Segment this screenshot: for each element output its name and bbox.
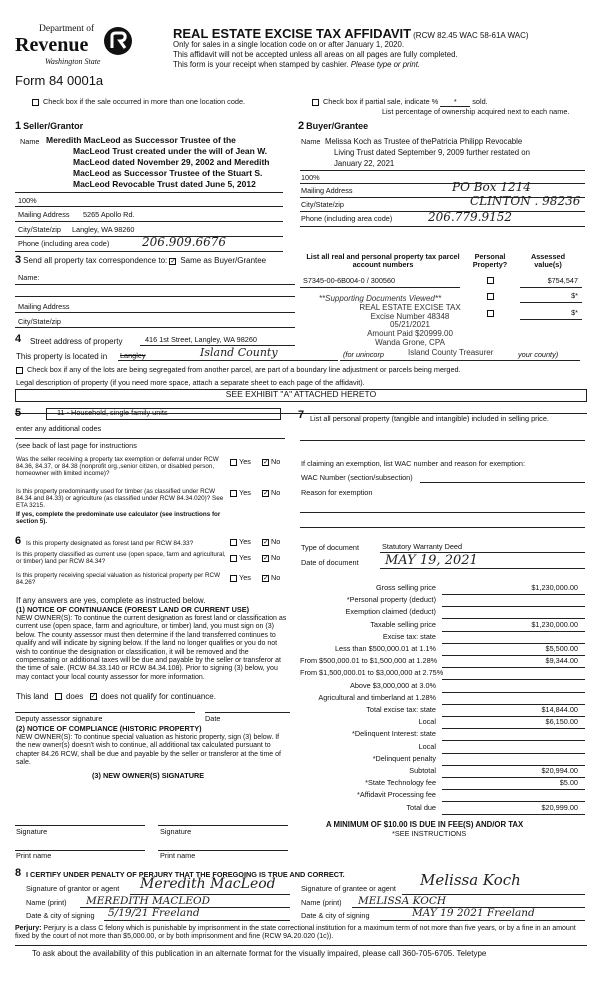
grantee-signature[interactable]: Melissa Koch — [420, 871, 521, 889]
section6-q2: Is this property classified as current use (open space, farm and agricultural, or timber) land per RCW 84.34? — [16, 551, 226, 566]
new-owner-signature-heading: (3) NEW OWNER(S) SIGNATURE — [92, 771, 205, 780]
tax-row-label: *Personal property (deduct) — [346, 595, 436, 605]
seller-name-label: Name — [20, 137, 40, 146]
buyer-name-label: Name — [301, 137, 321, 146]
notice-continuance-text: NEW OWNER(S): To continue the current designation as forest land or classification as current use (open space, farm and agriculture, or timber) land, you must sign on (3) below. The county assessor must then determine if the land transferred continues to qualify and will indicate by signing below. If the land no longer qualifies or you do not wish to continue the designation or classification, it will be removed and the compensating or additional taxes will be due and payable by the seller or transferor at the time of sale. (RCW 84.33.140 or RCW 84.34.108). Prior to signing (3) below, you may contact your local county assessor for more information. — [16, 615, 287, 681]
grantee-date-city[interactable]: MAY 19 2021 Freeland — [412, 907, 535, 919]
section3-mailing-label: Mailing Address — [18, 302, 70, 311]
seller-phone-label: Phone (including area code) — [18, 239, 110, 248]
partial-sale-label-a: Check box if partial sale, indicate % — [323, 97, 439, 106]
seller-phone-value[interactable]: 206.909.6676 — [142, 235, 226, 249]
grantee-name-label: Name (print) — [301, 898, 342, 907]
doc-date-value[interactable]: MAY 19, 2021 — [385, 553, 478, 568]
multi-location-row — [32, 98, 245, 106]
q2-yes-checkbox[interactable] — [230, 490, 237, 497]
multi-location-label: Check box if the sale occurred in more than one location code. — [43, 97, 246, 106]
tax-row-label: Local — [418, 741, 436, 751]
buyer-title: Buyer/Grantee — [306, 121, 369, 131]
seller-name-line[interactable]: Meredith MacLeod as Successor Trustee of the — [46, 135, 236, 145]
section5-q1-no — [262, 458, 280, 466]
tax-row-label: Above $3,000,000 at 3.0% — [349, 680, 436, 690]
wac-label: WAC Number (section/subsection) — [301, 473, 413, 482]
form-title: REAL ESTATE EXCISE TAX AFFIDAVIT — [173, 26, 412, 41]
owner-signature-label: Signature — [160, 827, 192, 836]
perjury-text: Perjury is a class C felony which is punishable by imprisonment in the state correctional institution for a maximum term of not more than five years, or by a fine in an amount fixed by the court of not more than $5,000.00, or by both imprisonment and fine (RCW 9A.20.020 (1c)). — [15, 925, 576, 941]
located-value[interactable]: Island County — [200, 346, 278, 359]
see-instructions-note: *SEE INSTRUCTIONS — [392, 829, 467, 838]
parcel-number-1[interactable]: S7345-00-6B004-0 / 300560 — [303, 276, 396, 285]
seller-city-label: City/State/zip — [18, 225, 61, 234]
see-back-label: (see back of last page for instructions — [16, 441, 137, 450]
assessed-value-1[interactable]: $754,547 — [547, 276, 578, 285]
owner-print-label: Print name — [16, 851, 52, 860]
tax-row-value[interactable]: $14,844.00 — [541, 705, 578, 714]
legal-label: Legal description of property (if you need more space, attach a separate sheet to each page of the affidavit). — [16, 378, 365, 387]
forest-no-checkbox[interactable]: ✓ — [263, 538, 269, 546]
owner-print-label: Print name — [160, 851, 196, 860]
dept-line1: Department of — [39, 24, 95, 34]
your-county-label: your county) — [518, 350, 559, 359]
seller-name-line[interactable]: MacLeod as Successor Trustee of the Stuart S. — [73, 168, 263, 178]
tax-row-label: Total excise tax: state — [366, 705, 436, 714]
land-not-qualify-checkbox[interactable]: ✓ — [90, 693, 97, 701]
no-label: No — [271, 537, 281, 546]
tax-row-value[interactable]: $20,994.00 — [541, 766, 578, 775]
tax-row-value[interactable]: $1,230,000.00 — [531, 583, 578, 592]
land-does-checkbox[interactable] — [55, 693, 62, 700]
buyer-mailing-label: Mailing Address — [301, 186, 353, 195]
seller-heading — [15, 120, 83, 133]
subtitle-2: This affidavit will not be accepted unless all areas on all pages are fully completed. — [173, 50, 458, 59]
perjury-note — [15, 925, 585, 942]
personal-property-col-header: Personal Property? — [472, 252, 508, 270]
no-label: No — [271, 488, 281, 497]
tax-row-label: Local — [418, 717, 436, 727]
doc-type-label: Type of document — [301, 543, 360, 552]
grantor-name-label: Name (print) — [26, 898, 67, 907]
partial-sale-note: List percentage of ownership acquired next to each name. — [382, 107, 570, 116]
section3-num: 3 — [15, 254, 22, 266]
section5-q2-no — [262, 489, 280, 497]
section5-q2-yes — [230, 489, 251, 497]
tax-row-value[interactable]: $1,230,000.00 — [531, 619, 578, 629]
yes-label: Yes — [239, 553, 251, 562]
current-use-yes-checkbox[interactable] — [230, 555, 237, 562]
deputy-date-label: Date — [205, 714, 221, 723]
legal-value[interactable]: SEE EXHIBIT "A" ATTACHED HERETO — [225, 389, 377, 399]
partial-sale-percent[interactable]: * — [440, 98, 470, 107]
form-title-ref: (RCW 82.45 WAC 58-61A WAC) — [413, 31, 529, 40]
section5-q1: Was the seller receiving a property tax exemption or deferral under RCW 84.36, 84.37, or 84.38 (nonprofit org.,senior citizen, or disabled person, homeowner with limited income)? — [16, 456, 219, 478]
tax-row-label: Taxable selling price — [370, 619, 436, 629]
personal-property-checkbox-2[interactable] — [487, 292, 496, 300]
seller-mailing-label: Mailing Address — [18, 210, 70, 219]
tax-row-value[interactable]: $6,150.00 — [545, 717, 578, 727]
seller-percent: 100% — [18, 196, 37, 205]
dor-logo — [15, 24, 135, 74]
notice-compliance-text: NEW OWNER(S): To continue special valuation as historic property, sign (3) below. If the new owner(s) doesn't wish to continue, all additional tax calculated pursuant to chapter 84.26 RCW, shall be due and payable by the seller or transferor at the time of sale. — [16, 734, 281, 767]
seller-name-line[interactable]: MacLeod dated November 29, 2002 and Meredith — [73, 157, 270, 167]
section7-text: List all personal property (tangible and intangible) included in selling price. — [310, 414, 549, 423]
tax-row-value[interactable]: $5.00 — [559, 778, 578, 788]
tax-row-label: Exemption claimed (deduct) — [345, 607, 436, 617]
tax-row-value[interactable]: $20,999.00 — [541, 802, 578, 812]
tax-row-value[interactable]: $5,500.00 — [545, 644, 578, 653]
legal-box — [15, 389, 587, 402]
owner-signature-label: Signature — [16, 827, 48, 836]
land-does-label: does — [65, 692, 84, 701]
buyer-city-value[interactable]: CLINTON . 98236 — [470, 194, 581, 208]
tax-row-label: Subtotal — [409, 766, 436, 775]
doc-type-value[interactable]: Statutory Warranty Deed — [382, 542, 463, 551]
seller-city-value[interactable]: Langley, WA 98260 — [72, 225, 135, 234]
section6-q2-yes — [230, 554, 251, 562]
use-code-value: 11 - Household, single family units — [57, 408, 168, 417]
buyer-name-line[interactable]: Living Trust dated September 9, 2009 further restated on — [334, 148, 530, 157]
notice-continuance-heading: (1) NOTICE OF CONTINUANCE (FOREST LAND OR CURRENT USE) — [16, 605, 250, 614]
accessibility-footer: To ask about the availability of this publication in an alternate format for the visually impaired, please call 360-705-6705. Teletype — [32, 949, 487, 958]
forest-yes-checkbox[interactable] — [230, 539, 237, 546]
q1-yes-checkbox[interactable] — [230, 459, 237, 466]
current-use-no-checkbox[interactable]: ✓ — [263, 554, 269, 562]
seller-mailing-value[interactable]: 5265 Apollo Rd. — [83, 210, 135, 219]
section6-num: 6 — [15, 535, 22, 547]
buyer-percent: 100% — [301, 173, 320, 182]
reason-label: Reason for exemption — [301, 488, 373, 497]
yes-label: Yes — [239, 573, 251, 582]
no-label: No — [271, 457, 281, 466]
doc-date-label: Date of document — [301, 558, 359, 567]
deputy-signature-label: Deputy assessor signature — [16, 714, 103, 723]
seller-title: Seller/Grantor — [23, 121, 84, 131]
grantee-date-label: Date & city of signing — [301, 911, 370, 920]
tax-row-label: *Delinquent penalty — [372, 753, 436, 763]
grantor-name[interactable]: MEREDITH MACLEOD — [86, 895, 211, 907]
yes-label: Yes — [239, 457, 251, 466]
personal-property-checkbox-1[interactable] — [487, 276, 496, 284]
parcel-col-header: List all real and personal property tax parcel account numbers — [306, 252, 460, 270]
section6-q3-yes — [230, 574, 251, 582]
assessed-value-2[interactable]: $* — [571, 291, 578, 300]
section6-q1-yes — [230, 538, 251, 546]
same-as-buyer-checkbox[interactable]: ✓ — [170, 257, 177, 265]
section5-q2: Is this property predominantly used for timber (as classified under RCW 84.34 and 84.33) or agriculture (as classified under RCW 84.34.020)? See ETA 3215. — [16, 488, 224, 510]
unincorp-label: (for unincorp — [343, 350, 384, 359]
tax-row-label: From $1,500,000.01 to $3,000,000 at 2.75% — [300, 668, 444, 678]
tax-row-label: Agricultural and timberland at 1.28% — [318, 692, 436, 702]
section5-q2b: If yes, complete the predominate use calculator (see instructions for section 5). — [16, 511, 221, 526]
section6-q3: Is this property receiving special valuation as historical property per RCW 84.26? — [16, 572, 221, 587]
section7-num: 7 — [298, 409, 305, 421]
dept-line3: Washington State — [45, 57, 101, 66]
section6-instr: If any answers are yes, complete as instructed below. — [16, 596, 206, 605]
subtitle-3a: This form is your receipt when stamped by cashier. — [173, 60, 349, 69]
tax-row-label: From $500,000.01 to $1,500,000 at 1.28% — [300, 656, 438, 666]
partial-sale-label-b: sold. — [472, 97, 488, 106]
land-not-qualify-label: does not qualify for continuance. — [100, 692, 216, 701]
multi-location-checkbox[interactable] — [32, 99, 39, 106]
buyer-phone-value[interactable]: 206.779.9152 — [428, 210, 512, 224]
certify-statement: I CERTIFY UNDER PENALTY OF PERJURY THAT THE FOREGOING IS TRUE AND CORRECT. — [26, 870, 345, 879]
minimum-fee-note: A MINIMUM OF $10.00 IS DUE IN FEE(S) AND/OR TAX — [326, 820, 524, 829]
buyer-heading — [298, 120, 368, 133]
section8-num: 8 — [15, 867, 22, 879]
section3-text: Send all property tax correspondence to: — [23, 256, 168, 265]
exemption-label: If claiming an exemption, list WAC number and reason for exemption: — [301, 459, 526, 468]
partial-sale-checkbox[interactable] — [312, 99, 319, 106]
q1-no-checkbox[interactable]: ✓ — [263, 458, 269, 466]
section5-num: 5 — [15, 407, 22, 419]
grantee-name[interactable]: MELISSA KOCH — [358, 895, 447, 907]
historic-yes-checkbox[interactable] — [230, 575, 237, 582]
yes-label: Yes — [239, 488, 251, 497]
buyer-num: 2 — [298, 120, 305, 132]
section6-q1-no — [262, 538, 280, 546]
buyer-name-line[interactable]: January 22, 2021 — [334, 159, 395, 168]
buyer-phone-label: Phone (including area code) — [301, 214, 393, 223]
use-code-box[interactable] — [46, 408, 281, 420]
located-label: This property is located in — [16, 352, 108, 361]
stamp-line: Amount Paid $20999.00 — [367, 329, 453, 339]
grantor-date-label: Date & city of signing — [26, 911, 95, 920]
section3-heading — [15, 254, 266, 267]
notice-compliance-heading: (2) NOTICE OF COMPLIANCE (HISTORIC PROPERTY) — [16, 724, 202, 733]
treasurer-stamp — [290, 295, 470, 348]
stamp-line: 05/21/2021 — [389, 320, 431, 330]
tax-row-label: Excise tax: state — [382, 631, 436, 641]
seller-name-line[interactable]: MacLeod Trust created under the will of Jean W. — [73, 146, 268, 156]
land-qualify-row — [16, 692, 216, 701]
street-label: Street address of property — [30, 337, 123, 346]
street-value[interactable]: 416 1st Street, Langley, WA 98260 — [145, 335, 257, 344]
seller-num: 1 — [15, 120, 22, 132]
tax-row-label: Total due — [406, 802, 436, 812]
buyer-mailing-value[interactable]: PO Box 1214 — [452, 180, 531, 194]
section6-q2-no — [262, 554, 280, 562]
historic-no-checkbox[interactable]: ✓ — [263, 574, 269, 582]
buyer-city-label: City/State/zip — [301, 200, 344, 209]
grantor-signature-label: Signature of grantor or agent — [26, 884, 120, 893]
additional-codes-label: enter any additional codes — [16, 424, 102, 433]
tax-row-value[interactable]: $9,344.00 — [545, 656, 578, 666]
perjury-label: Perjury: — [15, 925, 42, 932]
same-as-buyer-label: Same as Buyer/Grantee — [180, 256, 267, 265]
section3-name-label: Name: — [18, 273, 40, 282]
segregated-row — [16, 366, 461, 374]
grantee-signature-label: Signature of grantee or agent — [301, 884, 396, 893]
land-label: This land — [16, 692, 49, 701]
tax-row-label: Gross selling price — [375, 583, 436, 592]
assessed-col-header: Assessed value(s) — [530, 252, 566, 270]
section6-q1: Is this property designated as forest land per RCW 84.33? — [26, 540, 194, 547]
segregated-checkbox[interactable] — [16, 367, 23, 374]
tax-row-label: Less than $500,000.01 at 1.1% — [334, 644, 436, 653]
section5-q1-yes — [230, 458, 251, 466]
dept-line2: Revenue — [15, 34, 89, 56]
no-label: No — [271, 553, 281, 562]
section6-q3-no — [262, 574, 280, 582]
dor-emblem-icon — [103, 26, 133, 56]
stamp-line: Wanda Grone, CPA — [375, 337, 445, 347]
seller-name-line[interactable]: MacLeod Revocable Trust dated June 5, 2012 — [73, 179, 256, 189]
stamp-treasurer-line: Island County Treasurer — [408, 348, 494, 357]
stamp-line: Excise Number 48348 — [370, 311, 450, 321]
no-label: No — [271, 573, 281, 582]
located-struck: Langley — [120, 351, 146, 360]
q2-no-checkbox[interactable]: ✓ — [263, 489, 269, 497]
subtitle-1: Only for sales in a single location code on or after January 1, 2020. — [173, 40, 405, 49]
stamp-line: REAL ESTATE EXCISE TAX — [359, 302, 461, 312]
section3-city-label: City/State/zip — [18, 317, 61, 326]
personal-property-checkbox-3[interactable] — [487, 309, 496, 317]
tax-row-label: *Affidavit Processing fee — [357, 790, 436, 800]
stamp-line: **Supporting Documents Viewed** — [318, 294, 442, 303]
section4-num: 4 — [15, 333, 22, 345]
grantor-signature[interactable]: Meredith MacLeod — [140, 876, 276, 892]
grantor-date-city[interactable]: 5/19/21 Freeland — [108, 907, 200, 919]
tax-row-label: *Delinquent Interest: state — [352, 729, 436, 739]
tax-row-label: *State Technology fee — [365, 778, 436, 788]
subtitle-3 — [173, 61, 420, 70]
partial-sale-row — [312, 98, 488, 107]
form-number: Form 84 0001a — [15, 73, 104, 88]
segregated-label: Check box if any of the lots are being segregated from another parcel, are part of a boundary line adjustment or parcels being merged. — [27, 365, 461, 374]
buyer-name-line[interactable]: Melissa Koch as Trustee of thePatricia Philipp Revocable — [325, 137, 523, 146]
subtitle-3b: Please type or print. — [350, 60, 421, 69]
assessed-value-3[interactable]: $* — [571, 308, 578, 317]
yes-label: Yes — [239, 537, 251, 546]
